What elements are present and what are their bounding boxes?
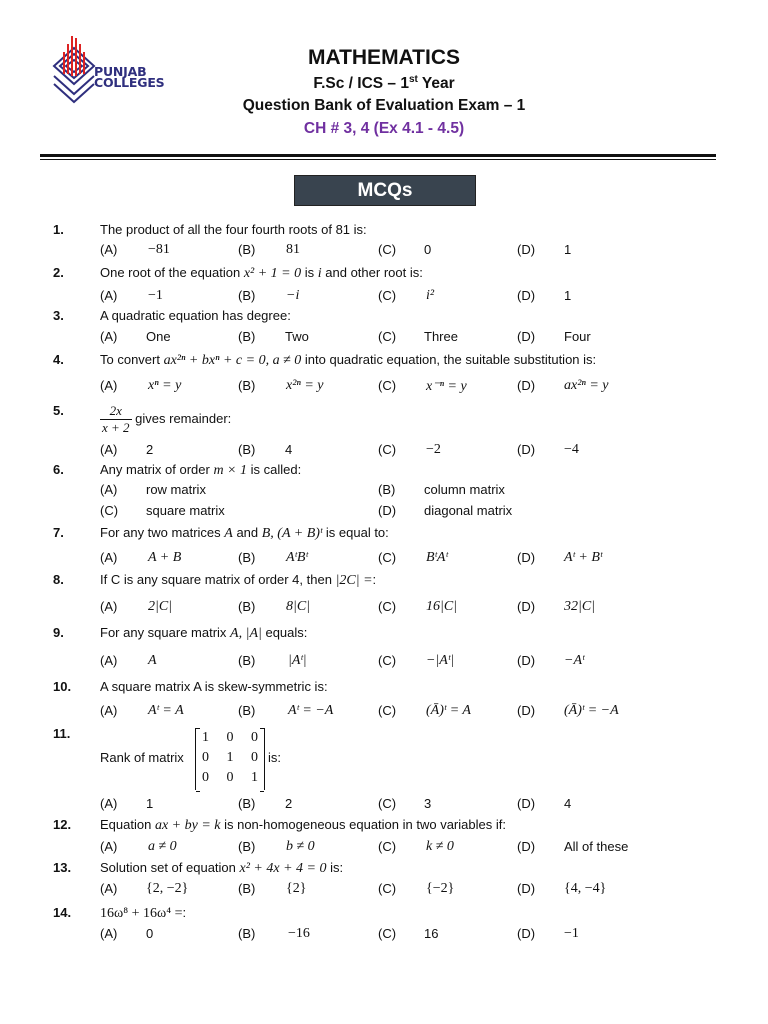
question-11 xyxy=(0,726,768,746)
question-7 xyxy=(0,525,768,545)
header-divider-thin xyxy=(40,159,716,160)
subtitle-main: F.Sc / ICS – 1 xyxy=(313,75,409,93)
option-label: (A) xyxy=(100,926,118,941)
stem-text: For any square matrix xyxy=(100,625,231,640)
matrix-row xyxy=(202,770,258,786)
option-d: 1 xyxy=(564,288,572,303)
option-b: 8|C| xyxy=(286,599,311,614)
option-d: All of these xyxy=(564,839,629,854)
question-number: 1. xyxy=(53,222,64,237)
question-10 xyxy=(0,679,768,699)
stem-math: x² + 1 = 0 xyxy=(243,266,302,281)
option-label: (A) xyxy=(100,442,118,457)
option-c: 16|C| xyxy=(426,599,458,614)
stem-math: A, |A| xyxy=(230,626,262,641)
question-number: 6. xyxy=(53,462,64,477)
stem-text: : xyxy=(182,905,187,920)
option-d: 4 xyxy=(564,796,572,811)
option-a: −1 xyxy=(148,288,163,303)
option-label: (C) xyxy=(100,503,119,518)
question-number: 2. xyxy=(53,265,64,280)
question-stem: A square matrix A is skew-symmetric is: xyxy=(100,679,328,694)
matrix-cell: 0 xyxy=(226,770,234,785)
option-label: (B) xyxy=(238,329,256,344)
question-5 xyxy=(0,403,768,439)
option-label: (C) xyxy=(378,796,397,811)
option-label: (C) xyxy=(378,550,397,565)
question-9 xyxy=(0,625,768,645)
question-5-options xyxy=(0,442,768,462)
option-d: (Ā)ᵗ = −A xyxy=(564,703,619,718)
option-label: (A) xyxy=(100,881,118,896)
option-label: (D) xyxy=(517,442,536,457)
option-a: A xyxy=(148,653,157,668)
question-stem xyxy=(100,625,307,642)
option-c: −|Aᵗ| xyxy=(426,653,455,668)
question-stem: Rank of matrix xyxy=(100,750,184,765)
option-label: (B) xyxy=(238,242,256,257)
option-label: (C) xyxy=(378,599,397,614)
question-2-options xyxy=(0,288,768,308)
option-c: (Ā)ᵗ = A xyxy=(426,703,471,718)
option-label: (B) xyxy=(238,550,256,565)
option-label: (A) xyxy=(100,482,118,497)
option-a: xⁿ = y xyxy=(148,378,182,393)
option-label: (C) xyxy=(378,926,397,941)
option-b: 4 xyxy=(285,442,293,457)
logo-text: PUNJAB COLLEGES xyxy=(94,64,165,90)
matrix-cell: 1 xyxy=(251,770,258,785)
option-label: (C) xyxy=(378,442,397,457)
question-7-options xyxy=(0,550,768,570)
question-6-options-row1 xyxy=(0,482,768,502)
option-label: (D) xyxy=(517,703,536,718)
option-label: (D) xyxy=(517,653,536,668)
stem-text: Equation xyxy=(100,817,155,832)
option-label: (B) xyxy=(238,839,256,854)
fraction-numerator: 2x xyxy=(100,403,132,420)
stem-text: is non-homogeneous equation in two variables if: xyxy=(220,817,506,832)
option-a: 2 xyxy=(146,442,154,457)
section-title: MCQs xyxy=(294,175,476,206)
option-d: ax²ⁿ = y xyxy=(564,378,609,393)
matrix-cell: 0 xyxy=(251,730,258,745)
matrix-row xyxy=(202,730,258,746)
stem-math: |2C| = xyxy=(335,573,373,588)
option-label: (A) xyxy=(100,839,118,854)
option-d: {4, −4} xyxy=(564,881,607,896)
option-label: (D) xyxy=(517,926,536,941)
option-b: Aᵗ = −A xyxy=(288,703,334,718)
question-6 xyxy=(0,462,768,482)
question-stem xyxy=(100,525,389,542)
option-c: 16 xyxy=(424,926,439,941)
stem-text: For any two matrices xyxy=(100,525,225,540)
option-label: (D) xyxy=(517,550,536,565)
option-label: (D) xyxy=(517,378,536,393)
question-number: 10. xyxy=(53,679,72,694)
question-14 xyxy=(0,905,768,925)
option-a: A + B xyxy=(148,550,182,565)
option-label: (B) xyxy=(238,599,256,614)
option-label: (A) xyxy=(100,329,118,344)
stem-math: m × 1 xyxy=(213,463,247,478)
option-label: (A) xyxy=(100,796,118,811)
stem-text: is equal to: xyxy=(322,525,389,540)
question-stem xyxy=(100,572,376,589)
matrix-cell: 0 xyxy=(202,750,209,765)
stem-text: is: xyxy=(326,860,344,875)
question-number: 12. xyxy=(53,817,72,832)
question-2 xyxy=(0,265,768,285)
stem-text: is called: xyxy=(247,462,302,477)
option-label: (C) xyxy=(378,703,397,718)
option-label: (A) xyxy=(100,242,118,257)
question-number: 11. xyxy=(53,726,71,741)
matrix-cell: 1 xyxy=(202,730,209,745)
question-number: 14. xyxy=(53,905,72,920)
question-stem xyxy=(100,265,423,282)
matrix-cell: 1 xyxy=(226,750,234,765)
stem-text: gives remainder: xyxy=(131,410,232,426)
option-label: (A) xyxy=(100,599,118,614)
option-a: 2|C| xyxy=(148,599,173,614)
stem-text: Solution set of equation xyxy=(100,860,240,875)
question-4-options xyxy=(0,378,768,398)
matrix-cell: 0 xyxy=(202,770,209,785)
option-label: (B) xyxy=(238,926,256,941)
option-c: k ≠ 0 xyxy=(426,839,454,854)
question-stem xyxy=(100,403,231,436)
stem-math: A xyxy=(224,526,233,541)
stem-text: : xyxy=(372,572,377,587)
option-label: (C) xyxy=(378,288,397,303)
option-c: {−2} xyxy=(426,881,455,896)
option-d: diagonal matrix xyxy=(424,503,513,518)
option-d: −Aᵗ xyxy=(564,653,585,668)
question-3 xyxy=(0,308,768,328)
question-6-options-row2 xyxy=(0,503,768,523)
option-c: 0 xyxy=(424,242,432,257)
stem-text: equals: xyxy=(261,625,308,640)
option-c: BᵗAᵗ xyxy=(426,550,448,565)
option-a: 1 xyxy=(146,796,154,811)
question-13-options xyxy=(0,881,768,901)
question-stem: A quadratic equation has degree: xyxy=(100,308,291,323)
matrix-row xyxy=(202,750,258,766)
option-label: (A) xyxy=(100,288,118,303)
option-label: (A) xyxy=(100,378,118,393)
question-12 xyxy=(0,817,768,837)
option-label: (C) xyxy=(378,881,397,896)
option-label: (D) xyxy=(517,329,536,344)
option-label: (C) xyxy=(378,839,397,854)
option-b: AᵗBᵗ xyxy=(286,550,308,565)
option-label: (D) xyxy=(517,796,536,811)
option-d: −4 xyxy=(564,442,579,457)
option-label: (B) xyxy=(238,703,256,718)
fraction xyxy=(100,403,132,436)
question-number: 5. xyxy=(53,403,64,418)
option-c: i² xyxy=(426,288,435,303)
course-subtitle xyxy=(0,74,768,93)
option-label: (D) xyxy=(378,503,397,518)
question-1-options xyxy=(0,242,768,262)
option-b: b ≠ 0 xyxy=(286,839,315,854)
option-b: −16 xyxy=(288,926,310,941)
question-11-stem xyxy=(0,750,768,770)
question-number: 8. xyxy=(53,572,64,587)
option-c: Three xyxy=(424,329,458,344)
option-label: (C) xyxy=(378,653,397,668)
subtitle-tail: Year xyxy=(417,75,455,93)
fraction-denominator: x + 2 xyxy=(102,420,130,435)
option-b: |Aᵗ| xyxy=(288,653,307,668)
option-label: (A) xyxy=(100,703,118,718)
stem-math: 16ω⁸ + 16ω⁴ = xyxy=(100,906,183,921)
option-label: (A) xyxy=(100,653,118,668)
option-label: (A) xyxy=(100,550,118,565)
option-label: (B) xyxy=(238,881,256,896)
option-d: Aᵗ + Bᵗ xyxy=(564,550,603,565)
question-1 xyxy=(0,222,768,242)
option-label: (D) xyxy=(517,881,536,896)
option-a: Aᵗ = A xyxy=(148,703,184,718)
option-label: (D) xyxy=(517,242,536,257)
question-stem xyxy=(100,905,186,922)
option-d: 32|C| xyxy=(564,599,596,614)
option-c: x⁻ⁿ = y xyxy=(426,379,467,394)
option-b: −i xyxy=(286,288,300,303)
option-d: −1 xyxy=(564,926,579,941)
question-12-options xyxy=(0,839,768,859)
question-stem-tail: is: xyxy=(268,750,281,765)
option-a: a ≠ 0 xyxy=(148,839,177,854)
option-label: (B) xyxy=(238,796,256,811)
option-label: (B) xyxy=(378,482,396,497)
question-stem xyxy=(100,352,596,369)
question-9-options xyxy=(0,653,768,673)
question-3-options xyxy=(0,329,768,349)
header-divider-thick xyxy=(40,154,716,157)
question-stem xyxy=(100,462,301,479)
option-c: −2 xyxy=(426,442,441,457)
matrix-cell: 0 xyxy=(251,750,258,765)
option-b: {2} xyxy=(286,881,307,896)
option-c: square matrix xyxy=(146,503,225,518)
option-label: (D) xyxy=(517,288,536,303)
stem-text: is xyxy=(301,265,318,280)
option-a: 0 xyxy=(146,926,154,941)
question-4 xyxy=(0,352,768,372)
option-a: One xyxy=(146,329,171,344)
option-label: (D) xyxy=(517,839,536,854)
stem-math: ax²ⁿ + bxⁿ + c = 0, a ≠ 0 xyxy=(163,353,302,368)
stem-text: If C is any square matrix of order 4, then xyxy=(100,572,336,587)
option-label: (C) xyxy=(378,329,397,344)
option-a: −81 xyxy=(148,242,170,257)
option-d: 1 xyxy=(564,242,572,257)
stem-math: ax + by = k xyxy=(154,818,221,833)
identity-matrix xyxy=(195,728,265,790)
exam-title: Question Bank of Evaluation Exam – 1 xyxy=(242,97,526,114)
stem-math: B, (A + B)ᵗ xyxy=(261,526,323,541)
question-14-options xyxy=(0,926,768,946)
stem-text: and xyxy=(232,525,262,540)
option-label: (B) xyxy=(238,288,256,303)
stem-text: and other root is: xyxy=(321,265,423,280)
option-b: Two xyxy=(285,329,309,344)
option-c: 3 xyxy=(424,796,432,811)
option-label: (B) xyxy=(238,653,256,668)
question-number: 9. xyxy=(53,625,64,640)
option-b: 81 xyxy=(286,242,300,257)
stem-math: x² + 4x + 4 = 0 xyxy=(239,861,327,876)
question-11-options xyxy=(0,796,768,816)
option-label: (C) xyxy=(378,378,397,393)
option-b: 2 xyxy=(285,796,293,811)
chapter-title: CH # 3, 4 (Ex 4.1 - 4.5) xyxy=(303,120,465,137)
question-stem: The product of all the four fourth roots of 81 is: xyxy=(100,222,367,237)
question-stem xyxy=(100,817,506,834)
question-stem xyxy=(100,860,343,877)
subtitle-superscript: st xyxy=(408,74,418,85)
option-label: (B) xyxy=(238,378,256,393)
stem-text: One root of the equation xyxy=(100,265,244,280)
question-13 xyxy=(0,860,768,880)
option-b: x²ⁿ = y xyxy=(286,378,324,393)
option-a: row matrix xyxy=(146,482,206,497)
option-a: {2, −2} xyxy=(146,881,189,896)
question-number: 7. xyxy=(53,525,64,540)
matrix-cell: 0 xyxy=(226,730,234,745)
page-title: MATHEMATICS xyxy=(307,46,461,69)
question-8 xyxy=(0,572,768,592)
option-label: (C) xyxy=(378,242,397,257)
question-10-options xyxy=(0,703,768,723)
question-8-options xyxy=(0,599,768,619)
stem-text: Any matrix of order xyxy=(100,462,214,477)
option-d: Four xyxy=(564,329,591,344)
stem-text: into quadratic equation, the suitable substitution is: xyxy=(301,352,597,367)
option-label: (D) xyxy=(517,599,536,614)
question-number: 4. xyxy=(53,352,64,367)
option-b: column matrix xyxy=(424,482,505,497)
question-number: 13. xyxy=(53,860,72,875)
option-label: (B) xyxy=(238,442,256,457)
question-number: 3. xyxy=(53,308,64,323)
stem-text: To convert xyxy=(100,352,164,367)
stem-math: i xyxy=(317,266,322,281)
